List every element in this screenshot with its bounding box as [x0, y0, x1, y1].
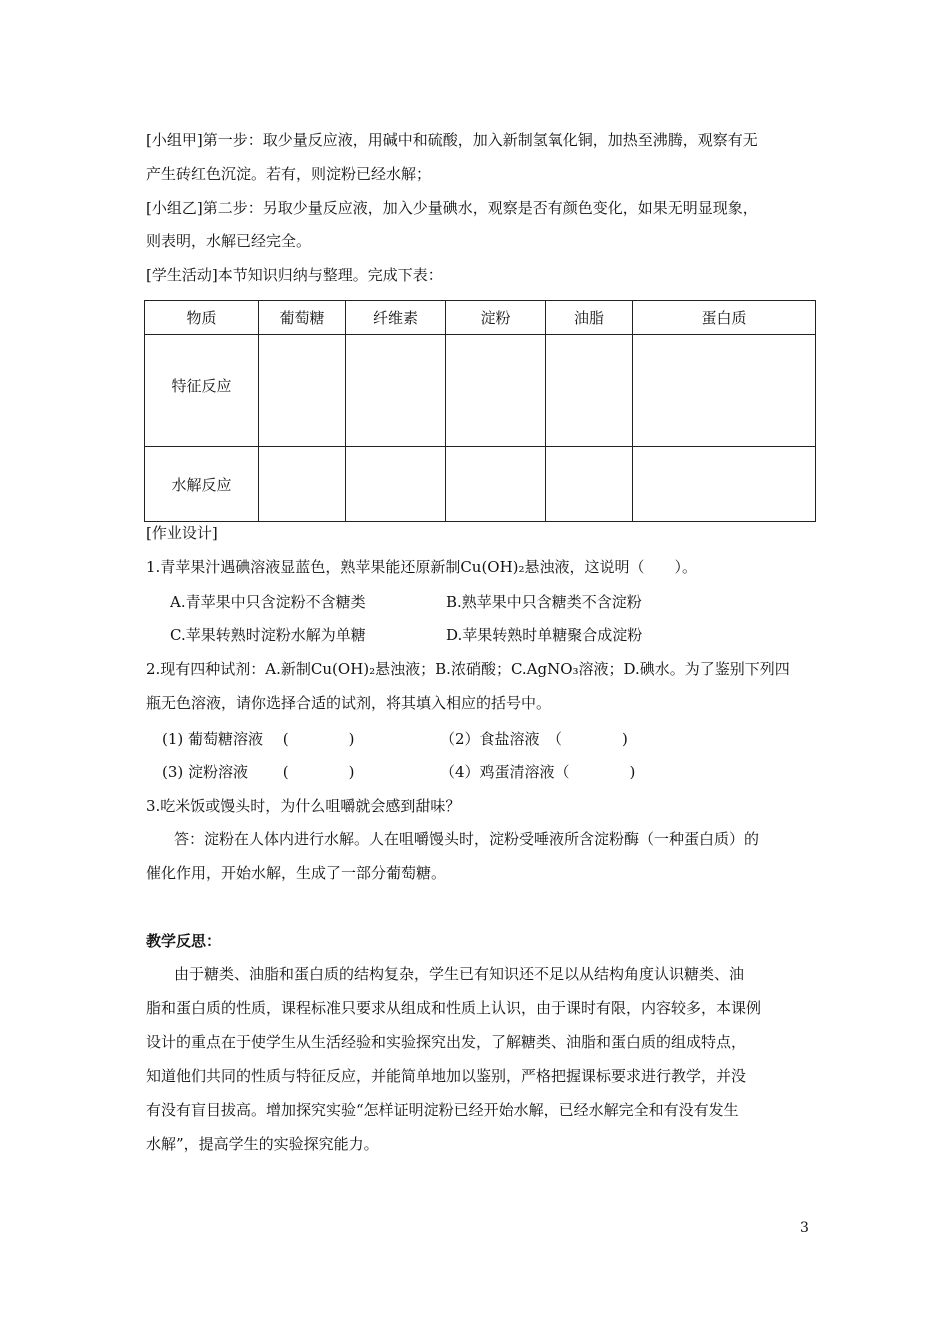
intro-line: [小组乙]第二步：另取少量反应液，加入少量碘水，观察是否有颜色变化，如果无明显现象，	[146, 199, 758, 217]
table-header: 淀粉	[446, 301, 546, 335]
table-row	[145, 335, 816, 447]
table-header: 蛋白质	[633, 301, 816, 335]
table-cell[interactable]	[446, 335, 546, 447]
table-cell[interactable]	[633, 447, 816, 522]
q2-item: （2）食盐溶液 （ )	[440, 730, 628, 748]
table-header: 葡萄糖	[259, 301, 346, 335]
row-label: 特征反应	[145, 335, 259, 447]
question-3: 3.吃米饭或馒头时，为什么咀嚼就会感到甜味？	[146, 797, 461, 815]
reflection-title: 教学反思：	[146, 932, 222, 950]
table-cell[interactable]	[346, 335, 446, 447]
reflection-line: 由于糖类、油脂和蛋白质的结构复杂，学生已有知识还不足以从结构角度认识糖类、油	[174, 965, 745, 983]
q2-item: (1) 葡萄糖溶液 ( )	[162, 730, 355, 748]
question-2: 2.现有四种试剂：A.新制Cu(OH)₂悬浊液；B.浓硝酸；C.AgNO₃溶液；D.碘水。为了鉴别下列四	[146, 660, 790, 678]
intro-line: 产生砖红色沉淀。若有，则淀粉已经水解；	[146, 165, 432, 183]
option-d: D.苹果转熟时单糖聚合成淀粉	[446, 626, 643, 644]
option-a: A.青苹果中只含淀粉不含糖类	[170, 593, 366, 611]
question-2: 瓶无色溶液，请你选择合适的试剂，将其填入相应的括号中。	[146, 694, 552, 712]
intro-line: [小组甲]第一步：取少量反应液，用碱中和硫酸，加入新制氢氧化铜，加热至沸腾，观察有无	[146, 131, 758, 149]
row-label: 水解反应	[145, 447, 259, 522]
table-cell[interactable]	[546, 447, 633, 522]
answer-line: 催化作用，开始水解，生成了一部分葡萄糖。	[146, 864, 447, 882]
q2-item: (3) 淀粉溶液 ( )	[162, 763, 355, 781]
table-cell[interactable]	[446, 447, 546, 522]
reflection-line: 脂和蛋白质的性质，课程标准只要求从组成和性质上认识，由于课时有限，内容较多，本课例	[146, 999, 762, 1017]
question-1: 1.青苹果汁遇碘溶液显蓝色，熟苹果能还原新制Cu(OH)₂悬浊液，这说明（ ）。	[146, 558, 698, 576]
table-cell[interactable]	[259, 335, 346, 447]
table-header: 油脂	[546, 301, 633, 335]
table-header: 纤维素	[346, 301, 446, 335]
reflection-line: 水解”，提高学生的实验探究能力。	[146, 1135, 379, 1153]
homework-title: [作业设计]	[146, 524, 218, 542]
reflection-line: 设计的重点在于使学生从生活经验和实验探究出发，了解糖类、油脂和蛋白质的组成特点，	[146, 1033, 747, 1051]
page-number: 3	[800, 1220, 809, 1236]
q2-item: （4）鸡蛋清溶液（ )	[440, 763, 636, 781]
table-row	[145, 447, 816, 522]
intro-line: 则表明，水解已经完全。	[146, 232, 312, 250]
option-c: C.苹果转熟时淀粉水解为单糖	[170, 626, 366, 644]
option-b: B.熟苹果中只含糖类不含淀粉	[446, 593, 642, 611]
table-cell[interactable]	[633, 335, 816, 447]
table-cell[interactable]	[259, 447, 346, 522]
reflection-line: 有没有盲目拔高。增加探究实验“怎样证明淀粉已经开始水解，已经水解完全和有没有发生	[146, 1101, 739, 1119]
summary-table	[144, 300, 816, 522]
answer-line: 答：淀粉在人体内进行水解。人在咀嚼馒头时，淀粉受唾液所含淀粉酶（一种蛋白质）的	[174, 830, 760, 848]
table-cell[interactable]	[546, 335, 633, 447]
table-header: 物质	[145, 301, 259, 335]
reflection-line: 知道他们共同的性质与特征反应，并能简单地加以鉴别，严格把握课标要求进行教学，并没	[146, 1067, 747, 1085]
intro-line: [学生活动]本节知识归纳与整理。完成下表：	[146, 266, 443, 284]
table-cell[interactable]	[346, 447, 446, 522]
